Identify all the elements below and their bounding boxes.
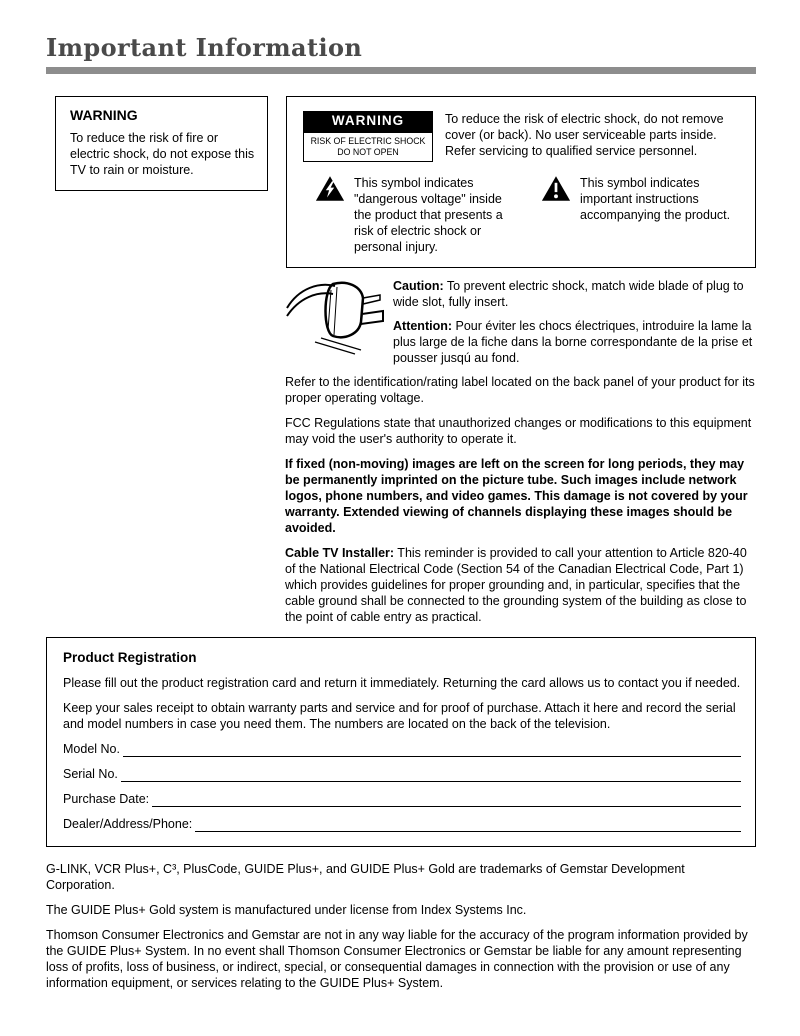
attention-text: Pour éviter les chocs électriques, introduire la lame la plus large de la fiche dans la borne correspondante de la prise et pousser jusqú au fond. (393, 319, 753, 365)
caution-note (393, 278, 756, 310)
electric-shock-warning-text: To reduce the risk of electric shock, do not remove cover (or back). No user serviceable parts inside. Refer servicing to qualified service personnel. (445, 112, 724, 158)
dealer-address-phone-blank-line (195, 819, 741, 832)
fire-shock-warning-box (55, 96, 268, 191)
cable-installer-label: Cable TV Installer: (285, 546, 395, 560)
dealer-address-phone-field (63, 816, 741, 832)
important-instructions-note (541, 175, 743, 255)
electric-shock-warning-top (303, 111, 743, 162)
symbol-explanations (303, 175, 743, 255)
trademarks-paragraph: G-LINK, VCR Plus+, C³, PlusCode, GUIDE Plus+, and GUIDE Plus+ Gold are trademarks of Gemstar Development Corporation. (46, 862, 685, 892)
product-registration-box (46, 637, 756, 847)
warning-label-block (303, 111, 433, 162)
power-plug-icon (285, 278, 387, 374)
attention-label: Attention: (393, 319, 453, 333)
model-no-blank-line (123, 744, 741, 757)
warning-label: WARNING (303, 111, 433, 132)
electric-shock-warning-box (286, 96, 756, 268)
cable-installer-paragraph (285, 545, 756, 625)
serial-no-field (63, 766, 741, 782)
warning-section (46, 96, 756, 268)
caution-label: Caution: (393, 279, 444, 293)
risk-label-line2: DO NOT OPEN (337, 147, 399, 157)
model-no-field (63, 741, 741, 757)
purchase-date-label: Purchase Date: (63, 792, 150, 806)
dangerous-voltage-note (315, 175, 507, 255)
dealer-address-phone-label: Dealer/Address/Phone: (63, 817, 193, 831)
plug-caution-section (285, 278, 756, 374)
purchase-date-field (63, 791, 741, 807)
cable-installer-text: This reminder is provided to call your attention to Article 820-40 of the National Electrical Code (Section 54 of the Canadian Electrical Code, Part 1) which provides guidelines for proper grounding and, in particular, specifies that the cable ground shall be connected to the grounding system of the building as close to the point of cable entry as practical. (285, 546, 747, 624)
title-underline-bar (46, 67, 756, 74)
risk-label (303, 132, 433, 162)
registration-paragraph-2: Keep your sales receipt to obtain warranty parts and service and for proof of purchase. Attach it here and record the serial and model numbers in case you need them. The numbers are located on the back of the television. (63, 701, 736, 731)
lightning-triangle-icon (315, 175, 345, 202)
exclamation-triangle-icon (541, 175, 571, 202)
liability-paragraph: Thomson Consumer Electronics and Gemstar are not in any way liable for the accuracy of the program information provided by the GUIDE Plus+ System. In no event shall Thomson Consumer Electronics or Gemstar be liable for any amount representing loss of profits, loss of business, or indirect, special, or consequential damages in connection with the provision or use of any information equipment, or services relating to the GUIDE Plus+ System. (46, 928, 748, 990)
fire-shock-warning-title: WARNING (70, 107, 138, 123)
product-registration-title: Product Registration (63, 650, 197, 665)
purchase-date-blank-line (152, 794, 741, 807)
important-instructions-text: This symbol indicates important instructions accompanying the product. (580, 176, 731, 222)
burn-in-warning-paragraph: If fixed (non-moving) images are left on the screen for long periods, they may be permanently imprinted on the picture tube. Such images include network logos, phone numbers, and video games. This damage is not covered by your warranty. Extended viewing of channels displaying these images should be avoided. (285, 457, 748, 535)
fire-shock-warning-text: To reduce the risk of fire or electric shock, do not expose this TV to rain or moisture. (70, 131, 255, 177)
risk-label-line1: RISK OF ELECTRIC SHOCK (310, 136, 426, 146)
fcc-paragraph: FCC Regulations state that unauthorized changes or modifications to this equipment may void the user's authority to operate it. (285, 416, 752, 446)
legal-footer (46, 861, 756, 991)
license-paragraph: The GUIDE Plus+ Gold system is manufactured under license from Index Systems Inc. (46, 903, 527, 917)
dangerous-voltage-text: This symbol indicates "dangerous voltage" inside the product that presents a risk of electric shock or personal injury. (354, 176, 503, 254)
page-title: Important Information (46, 33, 363, 62)
caution-text: To prevent electric shock, match wide blade of plug to wide slot, fully insert. (393, 279, 744, 309)
rating-label-paragraph: Refer to the identification/rating label located on the back panel of your product for its proper operating voltage. (285, 375, 755, 405)
serial-no-label: Serial No. (63, 767, 118, 781)
body-paragraphs (285, 374, 756, 625)
plug-caution-texts (387, 278, 756, 374)
serial-no-blank-line (121, 769, 741, 782)
model-no-label: Model No. (63, 742, 120, 756)
registration-paragraph-1: Please fill out the product registration card and return it immediately. Returning the card allows us to contact you if needed. (63, 676, 741, 690)
attention-note (393, 318, 756, 366)
